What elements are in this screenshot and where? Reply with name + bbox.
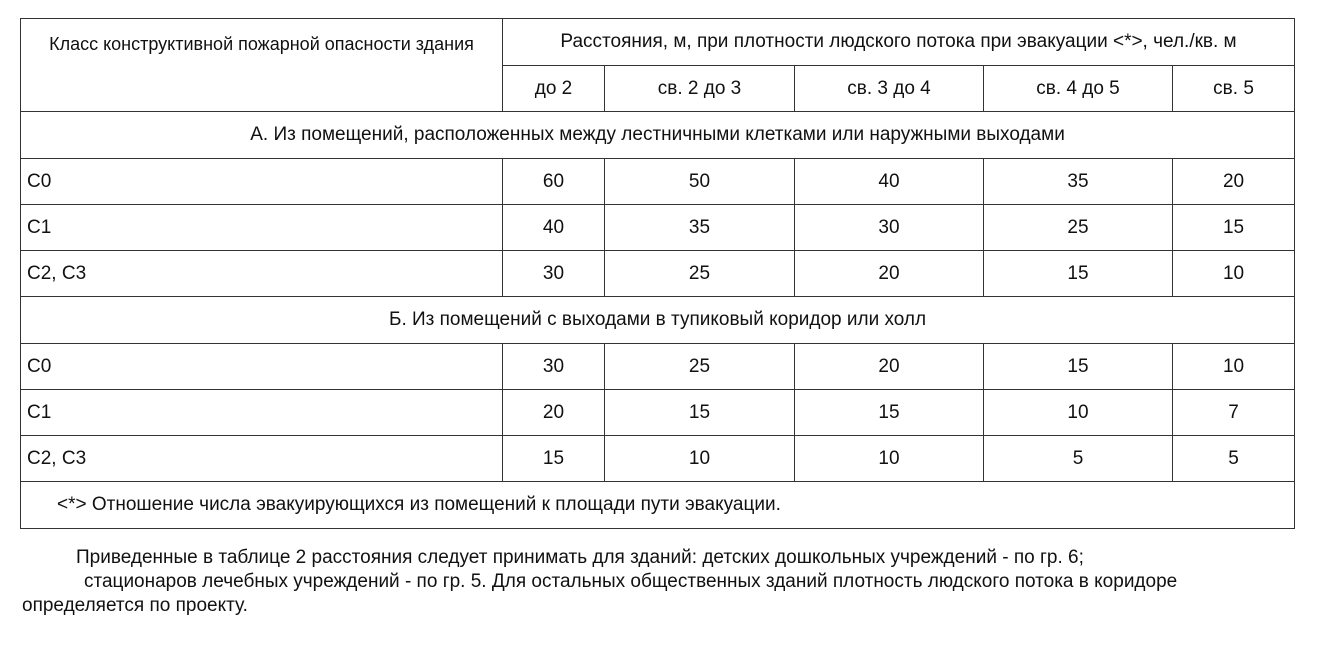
- section-a-row: [21, 112, 1295, 159]
- table-cell: 20: [795, 344, 984, 390]
- density-column-header: св. 3 до 4: [795, 66, 984, 112]
- table-cell: 40: [503, 205, 605, 251]
- table-cell: 10: [1173, 251, 1295, 297]
- table-cell: 15: [605, 390, 795, 436]
- density-column-header: св. 5: [1173, 66, 1295, 112]
- row-class-label: С2, С3: [21, 251, 503, 297]
- table-cell: 15: [503, 436, 605, 482]
- table-cell: 10: [984, 390, 1173, 436]
- table-cell: 25: [605, 251, 795, 297]
- table-cell: 25: [984, 205, 1173, 251]
- table-row: [21, 205, 1295, 251]
- density-column-header: до 2: [503, 66, 605, 112]
- row-class-label: С1: [21, 205, 503, 251]
- table-cell: 20: [1173, 159, 1295, 205]
- table-cell: 40: [795, 159, 984, 205]
- table-cell: 7: [1173, 390, 1295, 436]
- table-cell: 25: [605, 344, 795, 390]
- footnote-text: <*> Отношение числа эвакуирующихся из помещений к площади пути эвакуации.: [21, 482, 1295, 529]
- header-distance-cell: Расстояния, м, при плотности людского потока при эвакуации <*>, чел./кв. м: [503, 19, 1295, 66]
- table-cell: 35: [605, 205, 795, 251]
- table-cell: 15: [1173, 205, 1295, 251]
- explanatory-paragraph: [22, 546, 1312, 618]
- table-cell: 50: [605, 159, 795, 205]
- header-row-1: [21, 19, 1295, 66]
- section-b-title: Б. Из помещений с выходами в тупиковый коридор или холл: [21, 297, 1295, 344]
- section-a-title: А. Из помещений, расположенных между лестничными клетками или наружными выходами: [21, 112, 1295, 159]
- table-cell: 60: [503, 159, 605, 205]
- table-row: [21, 436, 1295, 482]
- paragraph-line-3: определяется по проекту.: [22, 595, 248, 616]
- table-cell: 5: [984, 436, 1173, 482]
- row-class-label: С0: [21, 159, 503, 205]
- table-cell: 10: [605, 436, 795, 482]
- table-cell: 15: [984, 251, 1173, 297]
- paragraph-line-1: Приведенные в таблице 2 расстояния следует принимать для зданий: детских дошкольных учреждений - по гр. 6;: [76, 547, 1084, 568]
- density-column-header: св. 4 до 5: [984, 66, 1173, 112]
- row-class-label: С1: [21, 390, 503, 436]
- table-cell: 15: [795, 390, 984, 436]
- table-cell: 5: [1173, 436, 1295, 482]
- row-class-label: С0: [21, 344, 503, 390]
- header-class-cell: Класс конструктивной пожарной опасности здания: [21, 19, 503, 112]
- table-cell: 15: [984, 344, 1173, 390]
- table-cell: 20: [503, 390, 605, 436]
- table-cell: 10: [795, 436, 984, 482]
- table-cell: 30: [503, 251, 605, 297]
- table-cell: 10: [1173, 344, 1295, 390]
- table-cell: 30: [503, 344, 605, 390]
- table-cell: 35: [984, 159, 1173, 205]
- table-row: [21, 159, 1295, 205]
- table-row: [21, 390, 1295, 436]
- table-cell: 20: [795, 251, 984, 297]
- footnote-row: [21, 482, 1295, 529]
- table-row: [21, 344, 1295, 390]
- table-cell: 30: [795, 205, 984, 251]
- paragraph-line-2: стационаров лечебных учреждений - по гр. 5. Для остальных общественных зданий плотность людского потока в коридоре: [84, 571, 1178, 592]
- row-class-label: С2, С3: [21, 436, 503, 482]
- evacuation-distance-table: [20, 18, 1295, 529]
- density-column-header: св. 2 до 3: [605, 66, 795, 112]
- table-row: [21, 251, 1295, 297]
- section-b-row: [21, 297, 1295, 344]
